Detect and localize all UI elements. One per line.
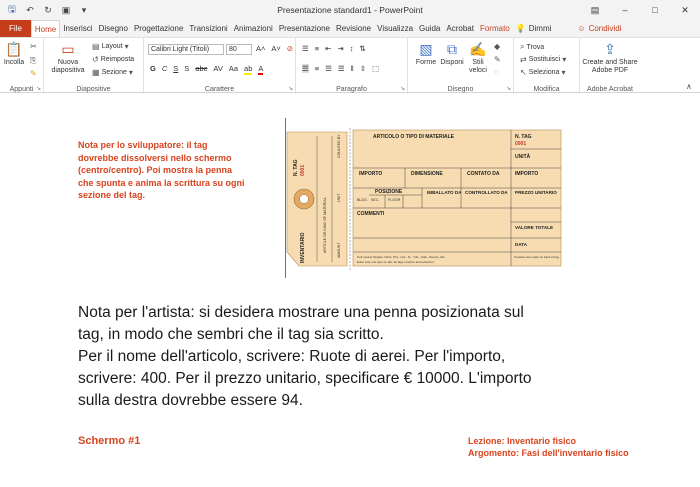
shapes-button[interactable] [414,40,438,67]
drawing-launcher-icon[interactable]: ↘ [505,86,511,92]
section-button[interactable]: ▦ Sezione ▾ [92,68,133,77]
share-button[interactable] [574,20,624,37]
inventory-tag-image[interactable] [285,118,563,278]
increase-indent-icon[interactable]: ⇥ [337,44,344,53]
slide-canvas[interactable] [0,94,700,487]
group-paragraph [296,38,408,94]
font-size-box[interactable]: 80 [226,44,252,55]
layout-button[interactable]: ▤ Layout ▾ [92,42,129,51]
tag-floor-label: FLOOR [388,198,401,202]
pdf-share-icon: ⇪ [604,41,616,57]
tab-view[interactable]: Visualizza [377,24,414,33]
tag-bldg-label: BLDG. [357,198,368,202]
shape-fill-icon[interactable]: ◆ [494,42,501,51]
tag-amount-right-label: IMPORTO [515,171,539,177]
tell-me[interactable] [513,20,555,37]
find-label: Trova [526,43,545,51]
align-right-icon[interactable]: ☰ [325,64,332,73]
artist-note [78,302,598,412]
slides-group-label: Diapositive [76,86,111,93]
paste-button[interactable] [1,40,27,67]
bullets-icon[interactable]: ☰ [302,44,309,53]
italic-icon[interactable]: C [161,64,168,73]
shapes-label: Forme [415,59,437,66]
align-center-icon[interactable]: ≡ [314,64,320,73]
user-icon: ☺ [577,24,586,33]
paragraph-align-buttons [302,64,379,73]
tag-unit-label: UNITÀ [515,154,531,160]
tab-insert[interactable]: Inserisci [63,24,93,33]
new-slide-label: Nuova diapositiva [51,59,85,74]
tab-review[interactable]: Revisione [336,24,372,33]
tag-no-label: N. TAG [515,134,532,140]
replace-button[interactable]: ⇄ Sostituisci ▾ [520,55,567,64]
select-icon: ↖ [520,68,527,77]
tag-footer-1: Unit means Singles, Pairs, Pcs., Lbs., Ft., Yds., Gals., Rooms, Etc. [357,255,446,259]
editing-group-label: Modifica [533,86,560,93]
tag-date-label: DATA [515,242,528,247]
align-text-icon[interactable]: ⇳ [359,64,366,73]
lightbulb-icon: 💡 [515,24,526,33]
ribbon [0,37,700,93]
copy-icon[interactable]: ⎘ [30,56,37,65]
lesson-info [468,435,629,459]
select-label: Seleziona [528,69,560,76]
tab-transitions[interactable]: Transizioni [189,24,228,33]
group-acrobat [580,38,640,94]
bold-icon[interactable]: G [150,64,156,73]
tab-slideshow[interactable]: Presentazione [278,24,330,33]
shrink-font-icon[interactable]: A˅ [271,44,281,53]
tag-hole [300,195,309,204]
tag-no-value: 0001 [515,141,527,147]
tab-acrobat[interactable]: Acrobat [446,24,474,33]
paste-label: Incolla [3,59,25,66]
tab-help[interactable]: Guida [419,24,441,33]
group-clipboard [0,38,44,94]
group-drawing [408,38,514,94]
spacing-icon[interactable]: AV [213,64,223,73]
font-group-label: Carattere [204,86,235,93]
tag-position-label: POSIZIONE [375,189,403,195]
strikethrough-icon[interactable]: abc [195,64,208,73]
font-name-box[interactable]: Calibri Light (Titoli) [148,44,224,55]
arrange-label: Disponi [440,59,464,66]
create-pdf-button[interactable] [580,40,640,75]
arrange-icon: ⧉ [447,41,457,57]
tab-format[interactable]: Formato [479,24,510,33]
redo-icon[interactable]: ↻ [44,4,52,15]
paragraph-launcher-icon[interactable]: ↘ [399,86,405,92]
acrobat-group-label: Adobe Acrobat [587,86,633,93]
group-font [144,38,296,94]
shapes-icon: ▧ [419,41,433,57]
replace-label: Sostituisci [528,56,561,63]
cut-icon[interactable]: ✂ [30,42,37,51]
new-slide-icon: ▭ [61,41,75,57]
stub-inventory: INVENTARIO [300,232,306,263]
shape-effects-icon[interactable]: ◌ [494,68,499,77]
text-direction-icon[interactable]: ⇅ [359,44,366,53]
slideshow-icon[interactable]: ▣ [61,4,71,15]
quick-styles-label: Stili veloci [469,59,487,74]
tag-packed-label: IMBALLATO DA [427,190,462,195]
title-bar [0,0,700,20]
layout-icon: ▤ [92,42,100,51]
tag-comments-label: COMMENTI [357,211,385,217]
clipboard-group-label: Appunti [9,86,34,93]
tag-footer-2: Enter only one item on tab. All tags must be accounted for. [357,260,435,264]
new-slide-button[interactable] [50,40,86,75]
window-title: Presentazione standard1 - PowerPoint [277,5,423,15]
tab-draw[interactable]: Disegno [98,24,128,33]
clear-format-icon[interactable]: ⊘ [286,44,294,53]
layout-label: Layout [101,43,123,50]
artist-note-line: Nota per l'artista: si desidera mostrare una penna posizionata sul [78,304,524,321]
stub-unit: UNIT [337,193,341,202]
decrease-indent-icon[interactable]: ⇤ [325,44,332,53]
tell-me-label: Dimmi [528,24,552,33]
artist-note-line: scrivere: 400. Per il prezzo unitario, specificare € 10000. L'importo [78,370,532,387]
create-pdf-label: Create and Share Adobe PDF [582,59,638,74]
find-button[interactable] [520,42,544,52]
topic-label: Argomento: Fasi dell'inventario fisico [468,448,629,458]
tag-checked-label: CONTROLLATO DA [465,190,508,195]
minimize-icon[interactable]: – [622,5,628,15]
undo-icon[interactable]: ↶ [26,4,34,15]
tag-dimension-label: DIMENSIONE [411,171,443,177]
font-color-icon[interactable]: A [258,64,264,73]
underline-icon[interactable]: S [173,64,179,73]
section-icon: ▦ [92,68,100,77]
tag-unit-price-label: PREZZO UNITARIO [515,190,557,195]
tag-article-label: ARTICOLO O TIPO DI MATERIALE [373,134,455,140]
reset-icon: ↺ [92,55,99,64]
customize-qat-icon[interactable]: ▾ [81,4,87,15]
find-icon: ⌕ [520,42,525,51]
tab-file[interactable]: File [0,20,31,37]
tag-total-value-label: VALORE TOTALE [515,225,554,230]
stub-article: ARTICLE OR KIND OF MATERIAL [323,197,327,253]
tab-home[interactable]: Home [31,20,60,37]
paragraph-group-label: Paragrafo [336,86,367,93]
stub-num: 0001 [300,164,306,176]
numbering-icon[interactable]: ≡ [314,44,320,53]
group-slides [44,38,144,94]
align-left-icon[interactable]: ☰ [302,64,309,73]
quick-access-toolbar [0,4,90,16]
tag-amount-label: IMPORTO [359,171,383,177]
stub-amount: AMOUNT [337,242,341,258]
select-button[interactable]: ↖ Seleziona ▾ [520,68,566,77]
paste-icon: 📋 [5,41,23,57]
tag-counted-label: CONTATO DA [467,171,500,177]
tab-animations[interactable]: Animazioni [233,24,273,33]
collapse-ribbon-icon[interactable]: ∧ [686,82,692,91]
group-editing [514,38,580,94]
quick-styles-button[interactable] [466,40,490,75]
font-launcher-icon[interactable]: ↘ [287,86,293,92]
lesson-label: Lezione: Inventario fisico [468,436,577,446]
artist-note-line: tag, in modo che sembri che il tag sia scritto. [78,326,384,343]
change-case-icon[interactable]: Aa [228,64,239,73]
arrange-button[interactable] [439,40,465,67]
save-icon[interactable]: 🖫 [8,4,16,14]
line-spacing-icon[interactable]: ↕ [349,44,354,53]
share-label: Condividi [588,24,622,33]
reset-label: Reimposta [100,56,135,63]
font-size-buttons [256,44,293,53]
close-icon[interactable]: ✕ [681,4,689,15]
window-controls [580,0,700,20]
stub-tag-no: N. TAG [293,159,299,176]
tag-body [353,130,561,266]
shape-outline-icon[interactable]: ✎ [494,55,501,64]
highlight-icon[interactable]: ab [244,64,253,73]
format-painter-icon[interactable]: ✎ [30,69,37,78]
drawing-group-label: Disegno [447,86,474,93]
smartart-icon[interactable]: ⬚ [372,64,380,73]
section-label: Sezione [101,69,127,76]
screen-number: Schermo #1 [78,435,141,447]
quick-styles-icon: ✍ [469,41,487,57]
developer-note: Nota per lo sviluppatore: il tag dovrebbe dissolversi nello schermo (centro/centro). Poi mostra la penna che spunta e anima la scrittura su ogni sezione del tag. [78,140,245,201]
reset-button[interactable] [92,55,134,64]
shadow-icon[interactable]: S [184,64,190,73]
font-format-buttons [150,64,263,75]
tag-sec-label: SEC. [371,198,380,202]
artist-note-line: sulla destra dovrebbe essere 94. [78,392,303,409]
artist-note-line: Per il nome dell'articolo, scrivere: Ruote di aerei. Per l'importo, [78,348,506,365]
ribbon-display-icon[interactable]: ▤ [590,4,600,15]
paragraph-top-buttons [302,44,366,53]
grow-font-icon[interactable]: A˄ [256,44,266,53]
tag-footer-right: If retains are made on back of tag [514,255,559,259]
tab-design[interactable]: Progettazione [133,24,184,33]
replace-icon: ⇄ [520,55,527,64]
ribbon-tabs [0,20,700,37]
maximize-icon[interactable]: □ [652,5,658,15]
clipboard-launcher-icon[interactable]: ↘ [35,86,41,92]
stub-counted: COUNTED BY [337,134,341,158]
columns-icon[interactable]: ‖ [350,64,354,73]
justify-icon[interactable]: ☰ [337,64,345,73]
